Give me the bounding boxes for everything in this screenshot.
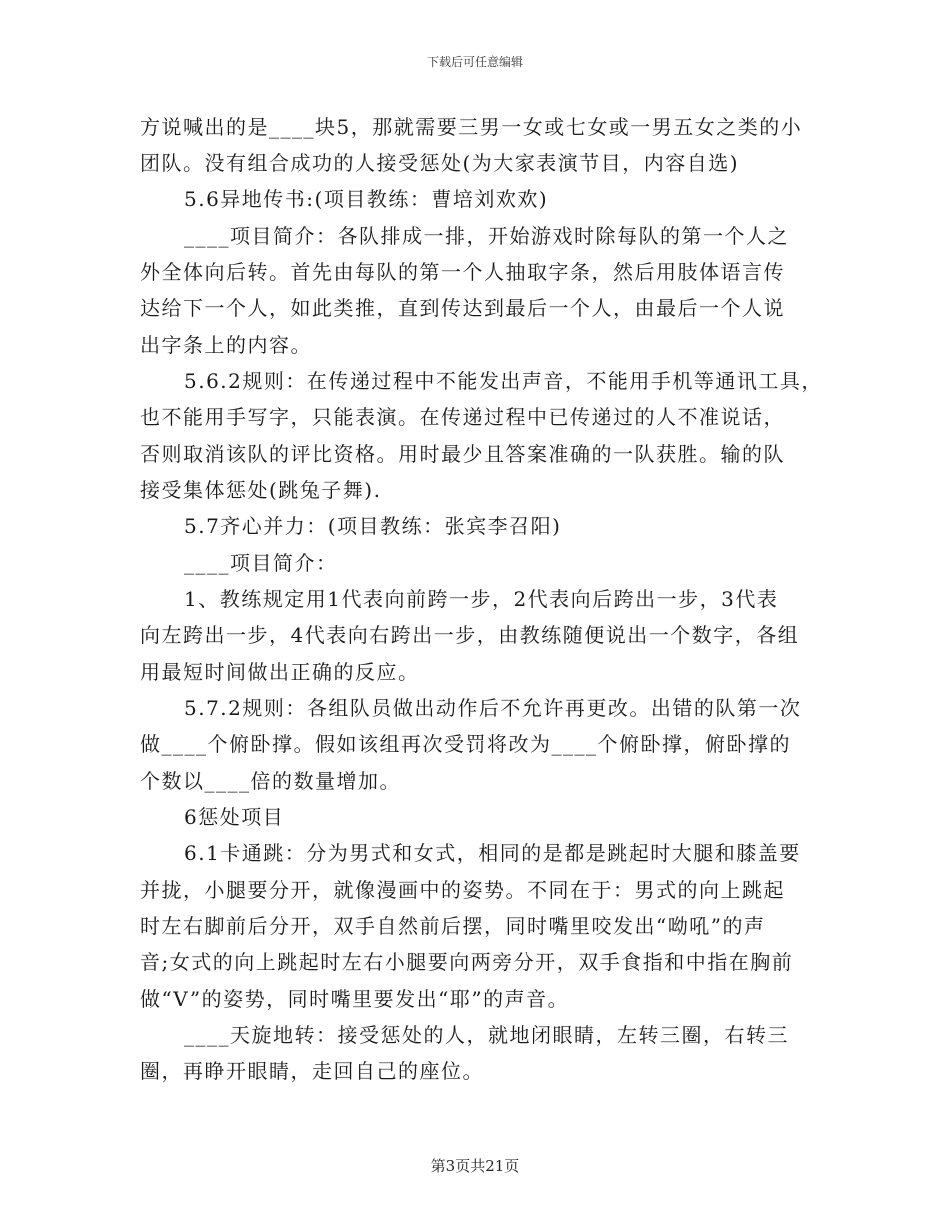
body-line: ____项目简介：各队排成一排，开始游戏时除每队的第一个人之 [184, 224, 789, 248]
body-line: 时左右脚前后分开，双手自然前后摆，同时嘴里咬发出“呦吼”的声 [140, 914, 766, 938]
section-heading: 5.7齐心并力：(项目教练：张宾李召阳) [184, 514, 562, 538]
body-line: ____项目简介： [184, 551, 338, 575]
body-line: ____天旋地转：接受惩处的人，就地闭眼睛，左转三圈，右转三 [184, 1023, 789, 1047]
body-line: 做____个俯卧撑。假如该组再次受罚将改为____个俯卧撑，俯卧撑的 [140, 732, 791, 756]
body-line: 个数以____倍的数量增加。 [140, 769, 401, 793]
body-line: 外全体向后转。首先由每队的第一个人抽取字条，然后用肢体语言传 [140, 260, 785, 284]
body-line: 方说喊出的是____块5，那就需要三男一女或七女或一男五女之类的小 [140, 115, 803, 139]
body-line: 圈，再睁开眼睛，走回自己的座位。 [140, 1059, 484, 1083]
page-footer: 第3页共21页 [430, 1157, 520, 1175]
page-header: 下载后可任意编辑 [426, 55, 523, 69]
body-line: 达给下一个人，如此类推，直到传达到最后一个人，由最后一个人说 [140, 296, 785, 320]
body-line: 音;女式的向上跳起时左右小腿要向两旁分开，双手食指和中指在胸前 [140, 950, 794, 974]
body-line: 做“V”的姿势，同时嘴里要发出“耶”的声音。 [140, 987, 570, 1011]
body-line: 6.1卡通跳：分为男式和女式，相同的是都是跳起时大腿和膝盖要 [184, 841, 801, 865]
body-line: 也不能用手写字，只能表演。在传递过程中已传递过的人不准说话， [140, 405, 785, 429]
body-line: 5.6.2规则：在传递过程中不能发出声音，不能用手机等通讯工具， [184, 369, 823, 393]
body-line: 5.7.2规则：各组队员做出动作后不允许再更改。出错的队第一次 [184, 696, 802, 720]
body-line: 向左跨出一步，4代表向右跨出一步，由教练随便说出一个数字，各组 [140, 623, 800, 647]
body-line: 团队。没有组合成功的人接受惩处(为大家表演节目，内容自选) [140, 151, 740, 175]
body-line: 接受集体惩处(跳兔子舞). [140, 478, 382, 502]
body-line: 否则取消该队的评比资格。用时最少且答案准确的一队获胜。输的队 [140, 442, 785, 466]
body-line: 并拢，小腿要分开，就像漫画中的姿势。不同在于：男式的向上跳起 [140, 878, 785, 902]
section-heading: 5.6异地传书:(项目教练：曹培刘欢欢) [184, 187, 549, 211]
body-line: 出字条上的内容。 [140, 333, 312, 357]
section-heading: 6惩处项目 [184, 805, 285, 829]
body-line: 用最短时间做出正确的反应。 [140, 660, 420, 684]
body-line: 1、教练规定用1代表向前跨一步，2代表向后跨出一步，3代表 [184, 587, 779, 611]
